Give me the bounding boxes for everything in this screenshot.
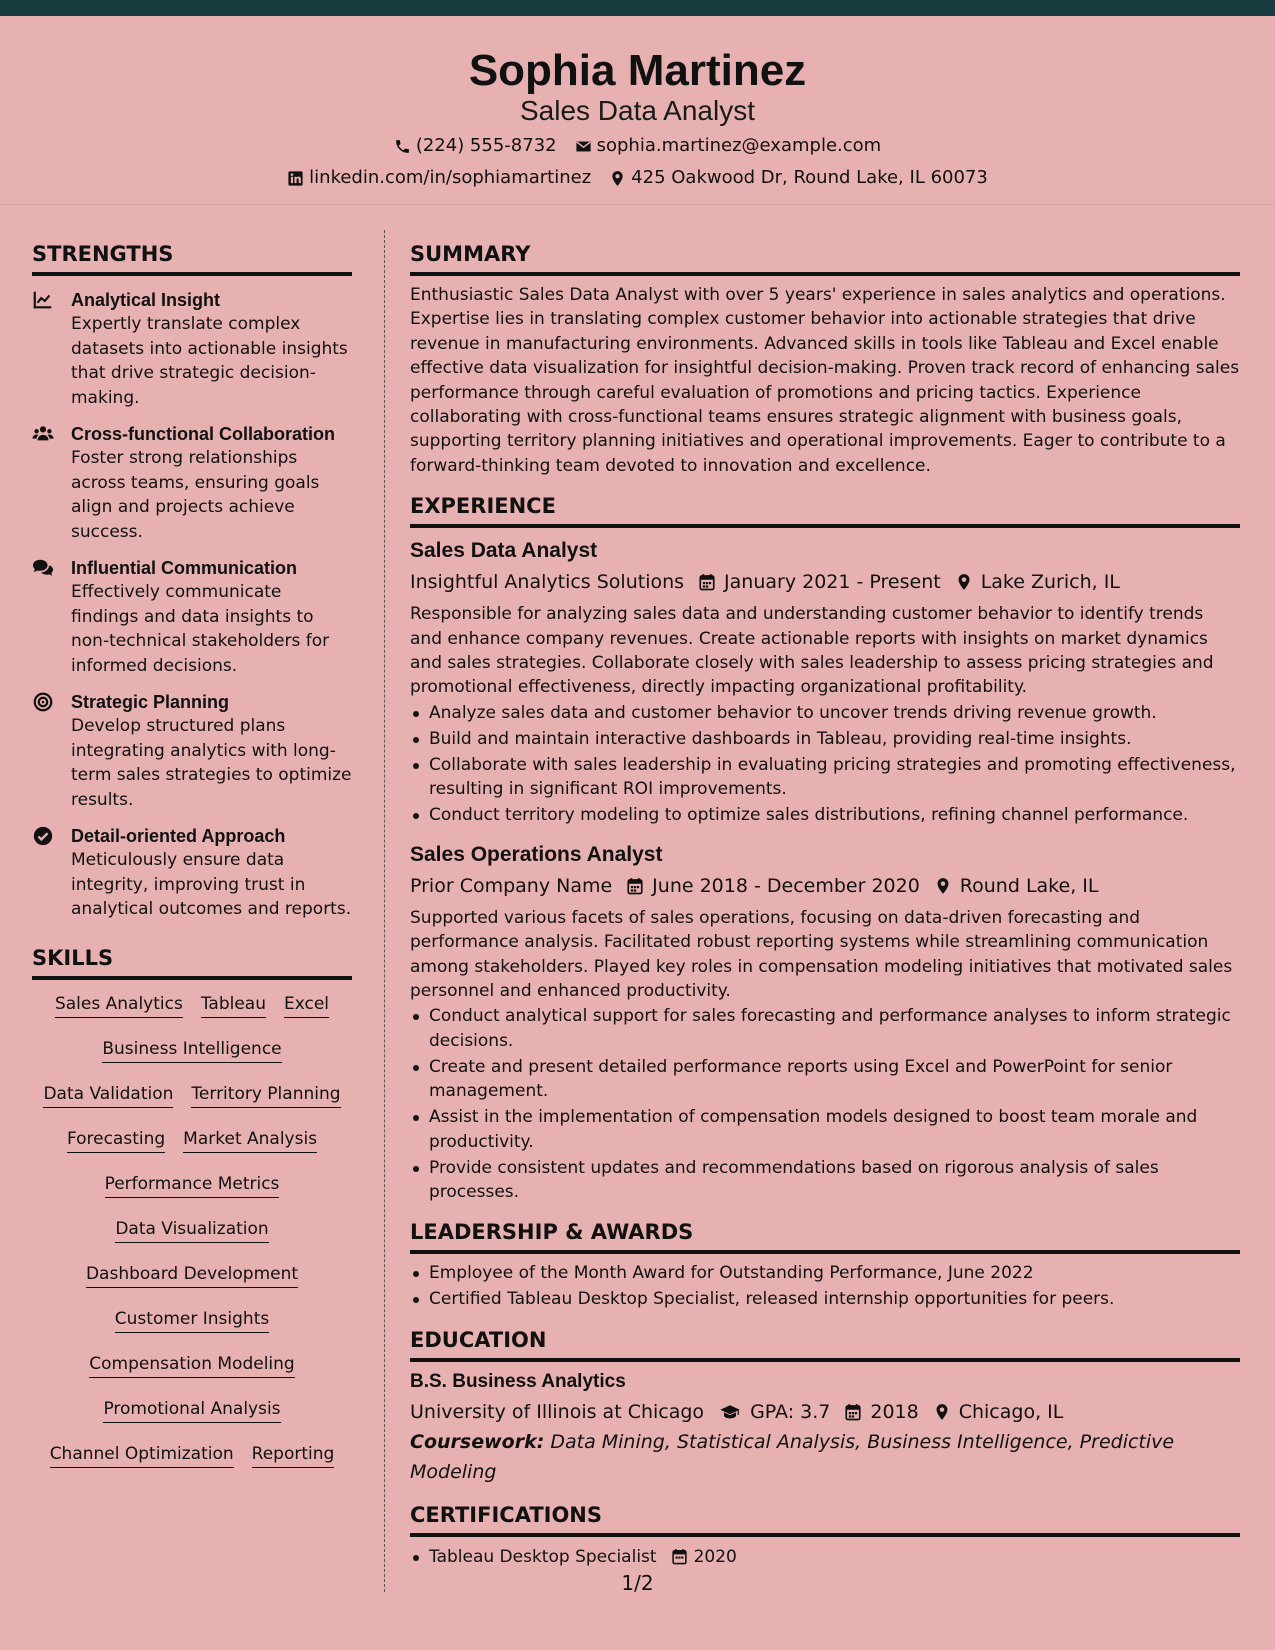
leadership-section <box>410 1218 1240 1311</box>
strength-item <box>32 690 352 812</box>
skill-tag: Promotional Analysis <box>103 1397 280 1423</box>
strength-desc: Effectively communicate findings and data insights to non-technical stakeholders for informed decisions. <box>71 582 330 676</box>
skill-tag: Performance Metrics <box>105 1172 280 1198</box>
job-location <box>934 871 1099 901</box>
edu-coursework <box>410 1427 1240 1487</box>
job-bullet: Analyze sales data and customer behavior to uncover trends driving revenue growth. <box>410 701 1240 725</box>
map-pin-icon <box>934 877 952 895</box>
experience-rule <box>410 524 1240 528</box>
skill-row <box>32 1397 352 1442</box>
skill-tag: Sales Analytics <box>55 992 183 1018</box>
line-chart-icon <box>32 289 54 311</box>
candidate-name: Sophia Martinez <box>468 46 807 95</box>
email-text: sophia.martinez@example.com <box>596 135 882 156</box>
strength-item <box>32 556 352 678</box>
skill-tag: Tableau <box>201 992 266 1018</box>
skill-tag: Forecasting <box>67 1127 165 1153</box>
strength-item <box>32 824 352 922</box>
job-entry <box>410 536 1240 827</box>
experience-section <box>410 492 1240 1204</box>
linkedin-text: linkedin.com/in/sophiamartinez <box>309 167 592 188</box>
job-dates-text: June 2018 - December 2020 <box>652 874 920 897</box>
leadership-item: Employee of the Month Award for Outstanding Performance, June 2022 <box>410 1261 1240 1285</box>
edu-gpa-text: GPA: 3.7 <box>750 1400 831 1423</box>
job-location <box>955 567 1120 597</box>
education-rule <box>410 1358 1240 1362</box>
job-bullet: Collaborate with sales leadership in evaluating pricing strategies and promoting effectiveness, resulting in significant ROI improvements. <box>410 753 1240 802</box>
skill-row <box>32 1442 352 1487</box>
edu-gpa <box>718 1397 830 1427</box>
job-bullet: Assist in the implementation of compensation models designed to boost team morale and productivity. <box>410 1105 1240 1154</box>
strengths-rule <box>32 272 352 276</box>
linkedin-contact[interactable] <box>287 165 591 191</box>
users-icon <box>32 423 54 445</box>
map-pin-icon <box>933 1403 951 1421</box>
skill-tag: Data Validation <box>43 1082 173 1108</box>
contact-row-1 <box>0 133 1275 159</box>
skill-row <box>32 1082 352 1127</box>
skills-rule <box>32 976 352 980</box>
job-bullet: Conduct territory modeling to optimize sales distributions, refining channel performance. <box>410 803 1240 827</box>
certification-name: Tableau Desktop Specialist <box>429 1546 657 1567</box>
column-divider <box>384 230 385 1592</box>
skill-tag: Compensation Modeling <box>89 1352 294 1378</box>
strength-name: Analytical Insight <box>71 290 221 310</box>
strength-item <box>32 422 352 544</box>
skill-row <box>32 1352 352 1397</box>
skill-tag: Market Analysis <box>183 1127 317 1153</box>
certifications-heading: CERTIFICATIONS <box>410 1502 603 1527</box>
comments-icon <box>32 557 54 579</box>
job-title: Sales Data Analyst <box>410 539 598 563</box>
summary-text: Enthusiastic Sales Data Analyst with over 5 years' experience in sales analytics and operations. Expertise lies in translating complex customer behavior into actionable strategies that drive revenue in manufacturing environments. Advanced skills in tools like Tableau and Excel enable effective data visualization for insightful decision-making. Proven track record of enhancing sales performance through careful evaluation of promotions and pricing tactics. Experience collaborating with cross-functional teams ensures strategic alignment with business goals, supporting territory planning initiatives and operational improvements. Eager to contribute to a forward-thinking team devoted to innovation and excellence. <box>410 285 1240 476</box>
right-column <box>410 240 1240 1571</box>
phone-icon <box>394 138 411 155</box>
contact-row-2 <box>0 165 1275 191</box>
skill-row <box>32 1262 352 1307</box>
header-divider <box>0 204 1275 205</box>
job-dates-text: January 2021 - Present <box>724 571 941 594</box>
candidate-title: Sales Data Analyst <box>519 95 756 126</box>
calendar-icon <box>626 877 644 895</box>
skill-row <box>32 1037 352 1082</box>
job-company-text: Prior Company Name <box>410 874 613 897</box>
edu-location-text: Chicago, IL <box>958 1400 1064 1423</box>
edu-school <box>410 1397 704 1427</box>
calendar-icon <box>844 1403 862 1421</box>
map-pin-icon <box>955 573 973 591</box>
leadership-heading: LEADERSHIP & AWARDS <box>410 1220 694 1245</box>
edu-meta <box>410 1397 1240 1427</box>
skills-list <box>32 992 352 1487</box>
edu-degree: B.S. Business Analytics <box>410 1370 626 1392</box>
leadership-list <box>410 1261 1240 1311</box>
job-bullet: Conduct analytical support for sales forecasting and performance analyses to inform strategic decisions. <box>410 1004 1240 1053</box>
top-accent-bar <box>0 0 1275 16</box>
edu-location <box>933 1397 1064 1427</box>
job-description: Responsible for analyzing sales data and understanding customer behavior to identify trends and enhance company revenues. Create actionable reports with insights on market dynamics and sales strategies. Collaborate closely with sales leadership to assess pricing strategies and promotional effectiveness, directly impacting organizational profitability. <box>410 604 1214 698</box>
calendar-icon <box>671 1548 688 1565</box>
job-meta <box>410 871 1240 901</box>
skill-row <box>32 1127 352 1172</box>
strength-name: Strategic Planning <box>71 692 230 712</box>
certifications-rule <box>410 1533 1240 1537</box>
skill-tag: Reporting <box>252 1442 335 1468</box>
certification-year: 2020 <box>693 1546 737 1567</box>
edu-year <box>844 1397 918 1427</box>
page-number: 1/2 <box>621 1571 654 1595</box>
strength-desc: Foster strong relationships across teams, ensuring goals align and projects achieve success. <box>71 448 320 542</box>
experience-heading: EXPERIENCE <box>410 494 556 519</box>
strength-name: Cross-functional Collaboration <box>71 424 336 444</box>
job-title: Sales Operations Analyst <box>410 842 663 866</box>
job-meta <box>410 567 1240 597</box>
job-bullet: Create and present detailed performance reports using Excel and PowerPoint for senior management. <box>410 1055 1240 1104</box>
education-heading: EDUCATION <box>410 1327 547 1352</box>
leadership-rule <box>410 1250 1240 1254</box>
job-company <box>410 567 684 597</box>
map-pin-icon <box>609 170 626 187</box>
coursework-label: Coursework: <box>410 1430 545 1453</box>
skill-row <box>32 1307 352 1352</box>
job-dates <box>698 567 941 597</box>
certification-item <box>410 1545 1240 1569</box>
skill-row <box>32 1172 352 1217</box>
summary-rule <box>410 272 1240 276</box>
edu-year-text: 2018 <box>870 1400 919 1423</box>
job-location-text: Round Lake, IL <box>959 874 1099 897</box>
job-company-text: Insightful Analytics Solutions <box>410 571 685 594</box>
education-section <box>410 1326 1240 1487</box>
linkedin-icon <box>287 170 304 187</box>
strengths-heading: STRENGTHS <box>32 242 174 266</box>
email-contact[interactable] <box>575 133 882 159</box>
strength-desc: Expertly translate complex datasets into actionable insights that drive strategic decision-making. <box>71 314 348 408</box>
skill-tag: Dashboard Development <box>86 1262 298 1288</box>
graduation-cap-icon <box>718 1403 742 1421</box>
edu-school-text: University of Illinois at Chicago <box>410 1400 705 1423</box>
check-circle-icon <box>32 825 54 847</box>
strength-name: Detail-oriented Approach <box>71 826 286 846</box>
target-icon <box>32 691 54 713</box>
skill-row <box>32 1217 352 1262</box>
strength-item <box>32 288 352 410</box>
envelope-icon <box>575 138 592 155</box>
certification-row <box>429 1545 1240 1569</box>
strength-desc: Develop structured plans integrating analytics with long-term sales strategies to optimize results. <box>71 716 352 810</box>
leadership-item: Certified Tableau Desktop Specialist, released internship opportunities for peers. <box>410 1287 1240 1311</box>
coursework-text: Data Mining, Statistical Analysis, Business Intelligence, Predictive Modeling <box>410 1430 1175 1483</box>
job-location-text: Lake Zurich, IL <box>980 571 1120 594</box>
job-dates <box>626 871 920 901</box>
strength-desc: Meticulously ensure data integrity, improving trust in analytical outcomes and reports. <box>71 850 352 919</box>
skill-tag: Channel Optimization <box>50 1442 234 1468</box>
resume-header <box>0 16 1275 204</box>
calendar-icon <box>698 573 716 591</box>
job-bullets <box>410 1004 1240 1204</box>
skill-row <box>32 992 352 1037</box>
skills-heading: SKILLS <box>32 945 114 970</box>
job-bullets <box>410 701 1240 828</box>
address-contact <box>609 165 988 191</box>
job-bullet: Provide consistent updates and recommendations based on rigorous analysis of sales processes. <box>410 1156 1240 1205</box>
summary-heading: SUMMARY <box>410 242 531 266</box>
phone-text: (224) 555-8732 <box>415 135 557 156</box>
skill-tag: Customer Insights <box>115 1307 269 1333</box>
job-bullet: Build and maintain interactive dashboards in Tableau, providing real-time insights. <box>410 727 1240 751</box>
phone-contact[interactable] <box>394 133 557 159</box>
address-text: 425 Oakwood Dr, Round Lake, IL 60073 <box>631 167 988 188</box>
job-description: Supported various facets of sales operations, focusing on data-driven forecasting and performance analysis. Facilitated robust reporting systems while streamlining communication among stakeholders. Played key roles in compensation modeling initiatives that motivated sales personnel and enhanced productivity. <box>410 907 1233 1001</box>
skill-tag: Business Intelligence <box>102 1037 281 1063</box>
certifications-list <box>410 1545 1240 1569</box>
skill-tag: Territory Planning <box>191 1082 340 1108</box>
skill-tag: Data Visualization <box>115 1217 268 1243</box>
job-company <box>410 871 612 901</box>
left-column <box>32 240 352 1487</box>
skill-tag: Excel <box>284 992 329 1018</box>
job-entry <box>410 840 1240 1205</box>
certifications-section <box>410 1501 1240 1569</box>
strength-name: Influential Communication <box>71 558 298 578</box>
